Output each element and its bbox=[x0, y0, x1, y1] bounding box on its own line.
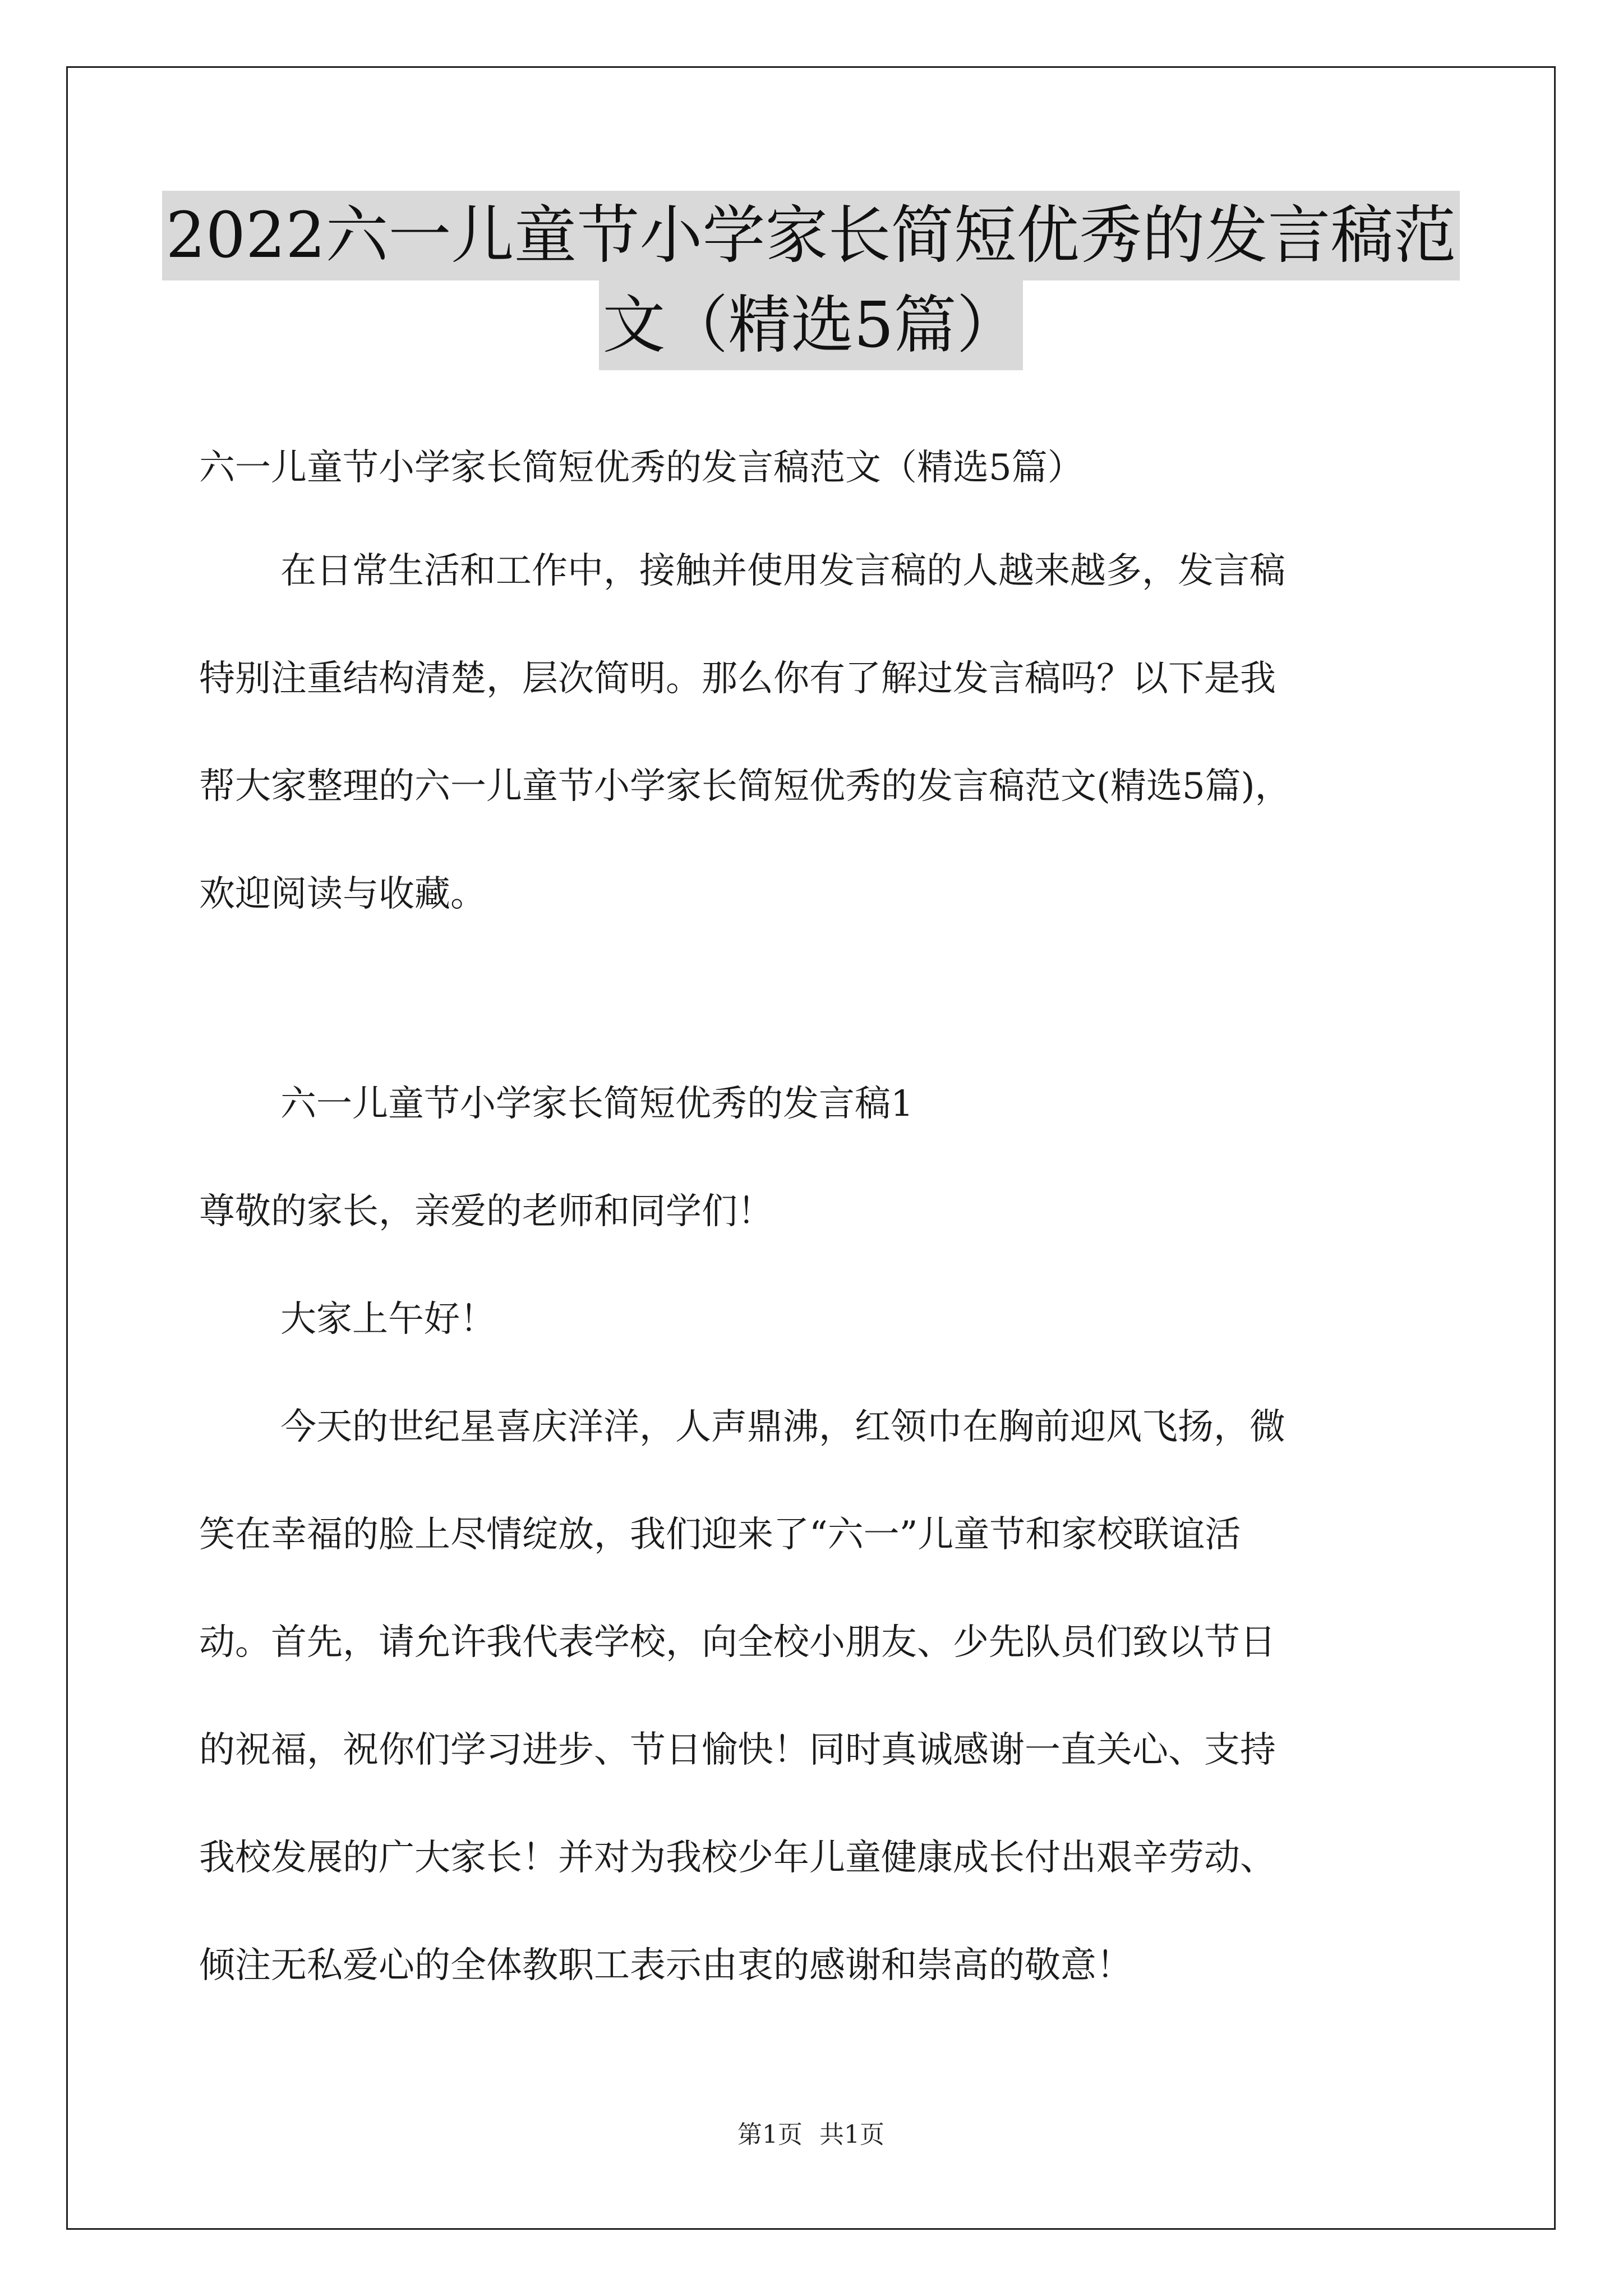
salutation-line: 尊敬的家长，亲爱的老师和同学们！ bbox=[199, 1191, 773, 1232]
document-title-line-1 bbox=[66, 191, 1556, 280]
paragraph-line: 笑在幸福的脸上尽情绽放，我们迎来了“六一”儿童节和家校联谊活 bbox=[199, 1514, 1241, 1556]
paragraph-line: 欢迎阅读与收藏。 bbox=[199, 873, 486, 915]
greeting-line: 大家上午好！ bbox=[280, 1299, 496, 1340]
paragraph-line: 的祝福，祝你们学习进步、节日愉快！同时真诚感谢一直关心、支持 bbox=[199, 1729, 1276, 1771]
paragraph-line: 我校发展的广大家长！并对为我校少年儿童健康成长付出艰辛劳动、 bbox=[199, 1837, 1276, 1879]
title-text-2: 文（精选5篇） bbox=[599, 280, 1022, 370]
document-title-line-2 bbox=[66, 280, 1556, 370]
page-number-total: 共1页 bbox=[819, 2120, 884, 2149]
paragraph-line: 倾注无私爱心的全体教职工表示由衷的感谢和崇高的敬意！ bbox=[199, 1945, 1132, 1986]
page-border bbox=[66, 66, 1556, 2230]
paragraph-line: 动。首先，请允许我代表学校，向全校小朋友、少先队员们致以节日 bbox=[199, 1622, 1276, 1663]
paragraph-line: 帮大家整理的六一儿童节小学家长简短优秀的发言稿范文(精选5篇)， bbox=[199, 766, 1291, 807]
paragraph-line: 特别注重结构清楚，层次简明。那么你有了解过发言稿吗？以下是我 bbox=[199, 658, 1276, 700]
subtitle-line: 六一儿童节小学家长简短优秀的发言稿范文（精选5篇） bbox=[199, 447, 1083, 489]
page-number-current: 第1页 bbox=[737, 2120, 803, 2149]
section-heading: 六一儿童节小学家长简短优秀的发言稿1 bbox=[280, 1083, 914, 1125]
page-footer bbox=[66, 2118, 1556, 2152]
title-text-1: 2022六一儿童节小学家长简短优秀的发言稿范 bbox=[162, 191, 1459, 280]
paragraph-line: 今天的世纪星喜庆洋洋，人声鼎沸，红领巾在胸前迎风飞扬，微 bbox=[280, 1406, 1285, 1448]
paragraph-line: 在日常生活和工作中，接触并使用发言稿的人越来越多，发言稿 bbox=[280, 550, 1285, 592]
